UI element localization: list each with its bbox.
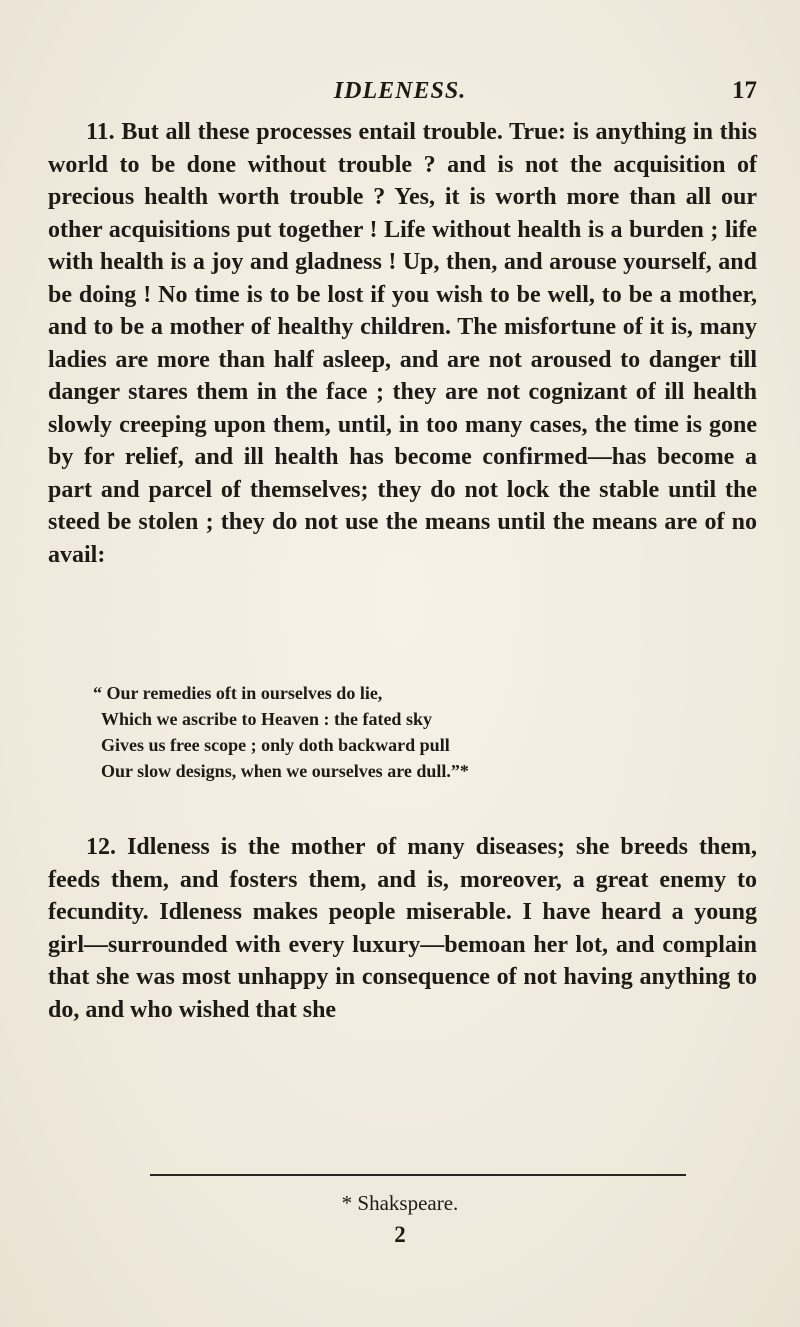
quotation-line-3: Gives us free scope ; only doth backward pull bbox=[101, 735, 450, 755]
footnote: * Shakspeare. bbox=[341, 1191, 459, 1215]
paragraph-number: 11. bbox=[86, 119, 115, 145]
footnote-divider bbox=[150, 1174, 686, 1176]
shakespeare-quotation bbox=[93, 680, 753, 784]
running-head-title: IDLENESS. bbox=[333, 78, 467, 104]
quotation-line-2: Which we ascribe to Heaven : the fated sky bbox=[101, 709, 432, 729]
paragraph-number: 12. bbox=[86, 834, 116, 860]
quotation-line-4: Our slow designs, when we ourselves are dull.”* bbox=[101, 761, 469, 781]
paragraph-12 bbox=[48, 831, 757, 1026]
paragraph-11 bbox=[48, 116, 757, 571]
running-head bbox=[0, 76, 800, 106]
quotation-line-1: “ Our remedies oft in ourselves do lie, bbox=[93, 683, 383, 703]
signature-mark: 2 bbox=[394, 1222, 406, 1247]
page-number: 17 bbox=[732, 77, 757, 104]
paragraph-text: Idleness is the mother of many diseases; she breeds them, feeds them, and fosters them, and is, moreover, a great enemy to fecundity. Idleness makes people miserable. I have heard a young girl—surrounded with every luxury—bemoan her lot, and complain that she was most unhappy in consequence of not having anything to do, and who wished that she bbox=[48, 834, 758, 1023]
paragraph-text: But all these processes entail trouble. True: is anything in this world to be done without trouble ? and is not the acquisition of precious health worth trouble ? Yes, it is worth more than all our other acquisitions put together ! Life without health is a burden ; life with health is a joy and gladness ! Up, then, and arouse yourself, and be doing ! No time is to be lost if you wish to be well, to be a mother, and to be a mother of healthy children. The misfortune of it is, many ladies are more than half asleep, and are not aroused to danger till danger stares them in the face ; they are not cognizant of ill health slowly creeping upon them, until, in too many cases, the time is gone by for relief, and ill health has become confirmed—has become a part and parcel of themselves; they do not lock the stable until the steed be stolen ; they do not use the means until the means are of no avail: bbox=[48, 119, 758, 568]
